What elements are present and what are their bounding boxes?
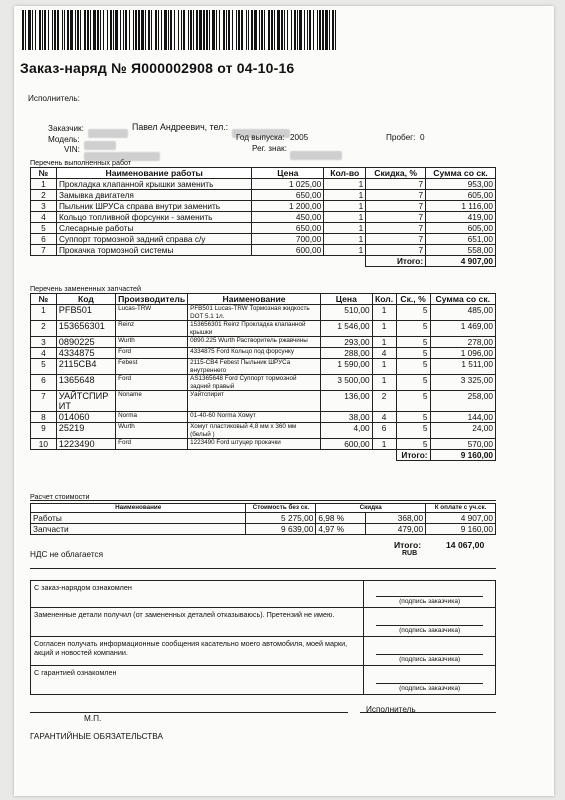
works-cell: 650,00 xyxy=(252,223,324,234)
customer-label: Заказчик: xyxy=(48,124,84,133)
works-cell: 600,00 xyxy=(252,245,324,256)
parts-cell: Lucas-TRW xyxy=(116,305,188,321)
works-cell: Прокачка тормозной системы xyxy=(56,245,252,256)
parts-cell: 5 xyxy=(396,321,430,337)
works-row xyxy=(31,245,496,256)
parts-header-cell: Сумма со ск. xyxy=(430,294,495,305)
parts-cell: 5 xyxy=(396,423,430,439)
parts-cell: 3 xyxy=(31,337,57,348)
works-cell: 450,00 xyxy=(252,212,324,223)
parts-cell: 2115-CB4 Febest Пыльник ШРУСа внутреннего xyxy=(188,359,321,375)
calc-cell: 5 275,00 xyxy=(246,512,316,523)
parts-cell: 0890225 xyxy=(56,337,115,348)
parts-cell: 0890.225 Wurth Растворитель ржавчины xyxy=(188,337,321,348)
signature-cell xyxy=(364,637,496,666)
calc-row xyxy=(31,523,496,534)
parts-cell: 1 511,00 xyxy=(430,359,495,375)
parts-cell: 600,00 xyxy=(320,439,372,450)
works-cell: 7 xyxy=(31,245,57,256)
works-cell: Пыльник ШРУСа справа внутри заменить xyxy=(56,201,252,212)
works-cell: 605,00 xyxy=(426,223,496,234)
parts-cell: УАЙТСПИРИТ xyxy=(56,391,115,412)
works-total-value: 4 907,00 xyxy=(426,256,496,267)
works-cell: Суппорт тормозной задний справа с/у xyxy=(56,234,252,245)
signature-row xyxy=(31,581,496,608)
parts-cell: 4 xyxy=(372,348,396,359)
signature-statement: Согласен получать информационные сообщения касательно моего автомобиля, моей марки, акций и новостей компании. xyxy=(31,637,364,666)
works-cell: Кольцо топливной форсунки - заменить xyxy=(56,212,252,223)
signature-table xyxy=(30,580,496,695)
signature-statement: С заказ-нарядом ознакомлен xyxy=(31,581,364,608)
works-cell: Прокладка клапанной крышки заменить xyxy=(56,179,252,190)
parts-row xyxy=(31,375,496,391)
parts-cell: 1 xyxy=(372,305,396,321)
vat-note: НДС не облагается xyxy=(30,550,104,559)
works-cell: 650,00 xyxy=(252,190,324,201)
parts-cell: PFB501 Lucas-TRW Тормозная жидкость DOT 5.1 1л. xyxy=(188,305,321,321)
works-header-row xyxy=(31,168,496,179)
calc-cell: Работы xyxy=(31,512,246,523)
parts-table xyxy=(30,293,496,461)
signature-statement: С гарантией ознакомлен xyxy=(31,666,364,695)
works-row xyxy=(31,234,496,245)
signature-row xyxy=(31,608,496,637)
works-cell: 7 xyxy=(366,190,426,201)
signature-statement: Замененные детали получил (от замененных деталей отказываюсь). Претензий не имею. xyxy=(31,608,364,637)
works-cell: 558,00 xyxy=(426,245,496,256)
parts-cell: 5 xyxy=(396,412,430,423)
parts-cell: 278,00 xyxy=(430,337,495,348)
parts-cell: 8 xyxy=(31,412,57,423)
works-row xyxy=(31,212,496,223)
parts-cell: 153656301 xyxy=(56,321,115,337)
parts-header-cell: Код xyxy=(56,294,115,305)
parts-cell: 136,00 xyxy=(320,391,372,412)
works-cell: 1 xyxy=(324,234,366,245)
parts-cell: 25219 xyxy=(56,423,115,439)
parts-cell: 9 xyxy=(31,423,57,439)
parts-cell: 5 xyxy=(396,337,430,348)
mileage-value: 0 xyxy=(420,133,425,142)
parts-row xyxy=(31,305,496,321)
signature-caption: (подпись заказчика) xyxy=(399,685,461,692)
works-cell: 651,00 xyxy=(426,234,496,245)
parts-cell: 1 546,00 xyxy=(320,321,372,337)
stamp-label: М.П. xyxy=(84,714,102,723)
parts-cell: 485,00 xyxy=(430,305,495,321)
calc-header-payable: К оплате с уч.ск. xyxy=(426,504,496,513)
parts-total-row xyxy=(31,450,496,461)
parts-row xyxy=(31,423,496,439)
customer-name: Павел Андреевич, тел.: xyxy=(132,122,229,132)
parts-header-row xyxy=(31,294,496,305)
works-cell: 7 xyxy=(366,179,426,190)
parts-cell: 3 325,00 xyxy=(430,375,495,391)
signature-caption: (подпись заказчика) xyxy=(399,627,461,634)
calc-cell: 9 639,00 xyxy=(246,523,316,534)
works-cell: 1 xyxy=(31,179,57,190)
parts-cell: 4,00 xyxy=(320,423,372,439)
works-header-cell: Скидка, % xyxy=(366,168,426,179)
works-cell: Замывка двигателя xyxy=(56,190,252,201)
parts-cell: 5 xyxy=(396,391,430,412)
document-title: Заказ-наряд № Я000002908 от 04-10-16 xyxy=(20,60,295,76)
parts-cell: 1 xyxy=(372,359,396,375)
parts-cell: 10 xyxy=(31,439,57,450)
signature-line xyxy=(30,712,348,713)
parts-cell: 24,00 xyxy=(430,423,495,439)
parts-cell: 4334875 xyxy=(56,348,115,359)
works-header-cell: Сумма со ск. xyxy=(426,168,496,179)
works-cell: 5 xyxy=(31,223,57,234)
signature-cell xyxy=(364,581,496,608)
calc-cell: 368,00 xyxy=(366,512,426,523)
calc-header-discount: Скидка xyxy=(316,504,426,513)
reg-redacted xyxy=(290,145,342,163)
parts-cell: 288,00 xyxy=(320,348,372,359)
parts-cell: 5 xyxy=(396,348,430,359)
calc-header-name: Наименование xyxy=(31,504,246,513)
parts-cell: 1365648 xyxy=(56,375,115,391)
works-cell: 2 xyxy=(31,190,57,201)
parts-cell: 1 xyxy=(372,375,396,391)
barcode xyxy=(22,10,340,50)
works-header-cell: № xyxy=(31,168,57,179)
works-row xyxy=(31,190,496,201)
parts-cell: 5 xyxy=(31,359,57,375)
calc-cell: 4 907,00 xyxy=(426,512,496,523)
parts-cell: 1 469,00 xyxy=(430,321,495,337)
works-cell: 1 xyxy=(324,201,366,212)
calc-header-cost: Стоимость без ск. xyxy=(246,504,316,513)
parts-cell: Ford xyxy=(116,439,188,450)
works-cell: 605,00 xyxy=(426,190,496,201)
calc-cell: 4,97 % xyxy=(316,523,366,534)
parts-cell: 144,00 xyxy=(430,412,495,423)
model-label: Модель: xyxy=(48,135,80,144)
calc-cell: 9 160,00 xyxy=(426,523,496,534)
parts-total-spacer xyxy=(31,450,397,461)
divider xyxy=(30,500,496,501)
parts-row xyxy=(31,348,496,359)
parts-cell: 7 xyxy=(31,391,57,412)
parts-cell: 2 xyxy=(372,391,396,412)
works-total-label: Итого: xyxy=(366,256,426,267)
parts-header-cell: Ск., % xyxy=(396,294,430,305)
works-cell: 1 xyxy=(324,190,366,201)
works-total-row xyxy=(31,256,496,267)
works-cell: 1 xyxy=(324,212,366,223)
signature-row xyxy=(31,637,496,666)
parts-cell: 1 xyxy=(372,321,396,337)
calc-cell: 479,00 xyxy=(366,523,426,534)
parts-cell: PFB501 xyxy=(56,305,115,321)
executor-footer-label: Исполнитель xyxy=(366,705,416,714)
works-cell: 1 116,00 xyxy=(426,201,496,212)
parts-cell: Хомут пластиковый 4,8 мм х 360 мм (белый ) xyxy=(188,423,321,439)
parts-row xyxy=(31,337,496,348)
parts-cell: 1 xyxy=(372,337,396,348)
signature-caption: (подпись заказчика) xyxy=(399,598,461,605)
parts-header-cell: Кол. xyxy=(372,294,396,305)
works-cell: 7 xyxy=(366,201,426,212)
parts-section-title: Перечень замененных запчастей xyxy=(30,284,142,293)
parts-header-cell: Цена xyxy=(320,294,372,305)
calc-total-value: 14 067,00 xyxy=(446,540,485,550)
parts-cell: Febest xyxy=(116,359,188,375)
parts-cell: 153656301 Reinz Прокладка клапанной крышки xyxy=(188,321,321,337)
year-value: 2005 xyxy=(290,133,309,142)
parts-row xyxy=(31,412,496,423)
parts-cell: 6 xyxy=(31,375,57,391)
parts-cell: 4 xyxy=(372,412,396,423)
parts-cell: 2115CB4 xyxy=(56,359,115,375)
works-header-cell: Цена xyxy=(252,168,324,179)
works-cell: 7 xyxy=(366,234,426,245)
parts-cell: 293,00 xyxy=(320,337,372,348)
parts-cell: 38,00 xyxy=(320,412,372,423)
parts-row xyxy=(31,321,496,337)
works-cell: 1 xyxy=(324,245,366,256)
parts-cell: 1 096,00 xyxy=(430,348,495,359)
parts-header-cell: Наименование xyxy=(188,294,321,305)
works-cell: 1 xyxy=(324,223,366,234)
works-cell: 1 200,00 xyxy=(252,201,324,212)
parts-cell: 2 xyxy=(31,321,57,337)
works-cell: 7 xyxy=(366,245,426,256)
year-label: Год выпуска: xyxy=(236,133,285,142)
works-cell: 4 xyxy=(31,212,57,223)
works-cell: 953,00 xyxy=(426,179,496,190)
works-cell: 1 xyxy=(324,179,366,190)
calc-row xyxy=(31,512,496,523)
parts-cell: 1 xyxy=(31,305,57,321)
parts-cell: 1 xyxy=(372,439,396,450)
parts-cell: Ford xyxy=(116,348,188,359)
parts-row xyxy=(31,391,496,412)
signature-caption: (подпись заказчика) xyxy=(399,656,461,663)
mileage-label: Пробег: xyxy=(386,133,416,142)
works-row xyxy=(31,201,496,212)
works-cell: 419,00 xyxy=(426,212,496,223)
parts-cell: 4334875 Ford Кольцо под форсунку xyxy=(188,348,321,359)
parts-header-cell: № xyxy=(31,294,57,305)
parts-cell: 510,00 xyxy=(320,305,372,321)
calc-table xyxy=(30,503,496,535)
works-table xyxy=(30,167,496,267)
parts-cell: Wurth xyxy=(116,337,188,348)
works-header-cell: Кол-во xyxy=(324,168,366,179)
barcode-bar xyxy=(336,10,339,50)
works-cell: 6 xyxy=(31,234,57,245)
works-cell: 1 025,00 xyxy=(252,179,324,190)
calc-cell: 6,98 % xyxy=(316,512,366,523)
parts-cell: Noname xyxy=(116,391,188,412)
calc-header-row xyxy=(31,504,496,513)
calc-section-title: Расчет стоимости xyxy=(30,492,90,501)
executor-label: Исполнитель: xyxy=(28,94,80,103)
parts-total-value: 9 160,00 xyxy=(430,450,495,461)
reg-label: Рег. знак: xyxy=(252,144,287,153)
parts-cell: 01-40-60 Norma Хомут xyxy=(188,412,321,423)
parts-cell: 4 xyxy=(31,348,57,359)
parts-cell: 5 xyxy=(396,439,430,450)
works-total-spacer xyxy=(31,256,366,267)
signature-cell xyxy=(364,666,496,695)
calc-cell: Запчасти xyxy=(31,523,246,534)
parts-cell: 1223490 xyxy=(56,439,115,450)
works-cell: 7 xyxy=(366,223,426,234)
parts-cell: Ford xyxy=(116,375,188,391)
parts-cell: AS1365648 Ford Суппорт тормозной задний правый xyxy=(188,375,321,391)
signature-row xyxy=(31,666,496,695)
works-cell: 700,00 xyxy=(252,234,324,245)
works-row xyxy=(31,223,496,234)
works-cell: Слесарные работы xyxy=(56,223,252,234)
parts-cell: Wurth xyxy=(116,423,188,439)
parts-cell: 258,00 xyxy=(430,391,495,412)
parts-cell: 1223490 Ford штуцер прокачки xyxy=(188,439,321,450)
parts-cell: 570,00 xyxy=(430,439,495,450)
works-section-title: Перечень выполненных работ xyxy=(30,158,132,167)
works-cell: 3 xyxy=(31,201,57,212)
parts-cell: 014060 xyxy=(56,412,115,423)
works-cell: 7 xyxy=(366,212,426,223)
parts-row xyxy=(31,439,496,450)
calc-total-label: Итого: xyxy=(394,540,422,550)
vin-label: VIN: xyxy=(64,145,80,154)
works-row xyxy=(31,179,496,190)
parts-cell: 6 xyxy=(372,423,396,439)
parts-cell: 3 500,00 xyxy=(320,375,372,391)
signature-cell xyxy=(364,608,496,637)
works-header-cell: Наименование работы xyxy=(56,168,252,179)
parts-header-cell: Производитель xyxy=(116,294,188,305)
parts-cell: Reinz xyxy=(116,321,188,337)
parts-cell: Уайтспирит xyxy=(188,391,321,412)
parts-cell: 5 xyxy=(396,305,430,321)
warranty-title: ГАРАНТИЙНЫЕ ОБЯЗАТЕЛЬСТВА xyxy=(30,732,163,741)
parts-cell: 5 xyxy=(396,375,430,391)
parts-cell: 1 590,00 xyxy=(320,359,372,375)
parts-row xyxy=(31,359,496,375)
calc-currency: RUB xyxy=(402,550,418,557)
parts-cell: 5 xyxy=(396,359,430,375)
parts-total-label: Итого: xyxy=(396,450,430,461)
parts-cell: Norma xyxy=(116,412,188,423)
divider xyxy=(30,568,496,569)
